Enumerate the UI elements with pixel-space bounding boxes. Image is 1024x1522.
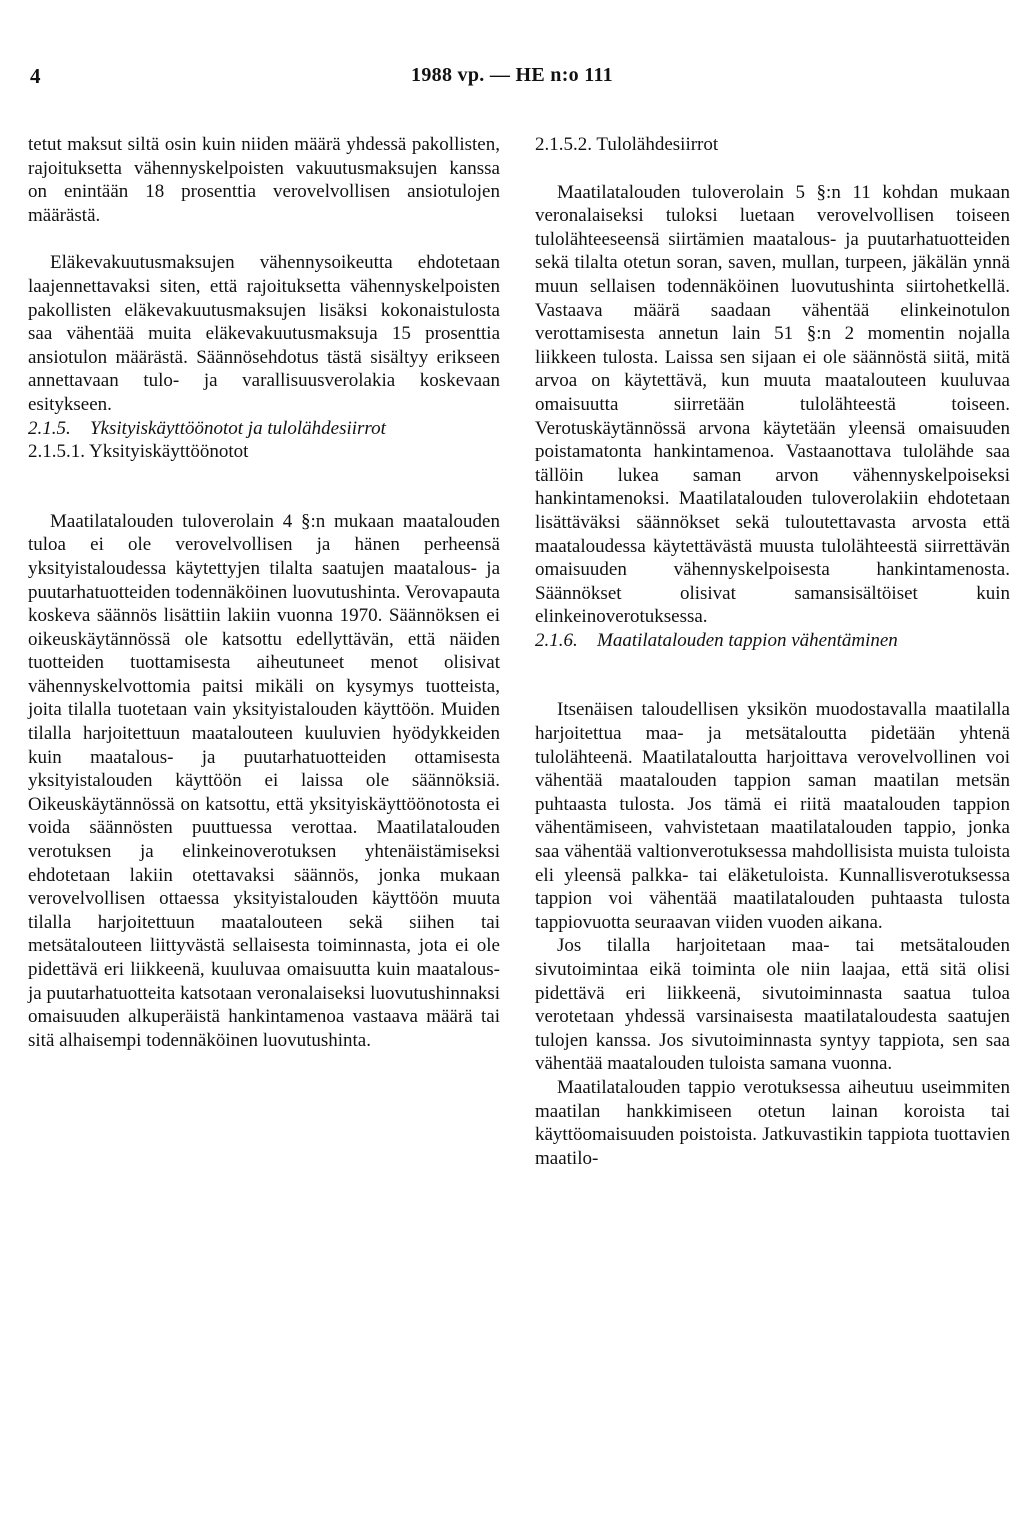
paragraph: Itsenäisen taloudellisen yksikön muodostavalla maatilalla harjoitettua maa- ja metsätaloutta pidetään yhtenä tulolähteenä. Maatilataloutta harjoittava verovelvollinen voi vähentää maatalouden tappion saman maatilan metsän puhtaasta tulosta. Jos tämä ei riitä maatalouden tappion vähentämiseen, vahvistetaan maatilatalouden tappio, jonka saa vähentää valtionverotuksessa mahdollisista muista tuloista eli yleensä palkka- tai eläketuloista. Kunnallisverotuksessa tappion voi vähentää maatilatalouden puhtaasta tulosta tappiovuotta seuraavan viiden vuoden aikana. <box>535 699 1010 933</box>
subsection-heading-2-1-5-1: 2.1.5.1. Yksityiskäyttöönotot <box>28 441 249 463</box>
section-number: 2.1.6. <box>535 629 578 651</box>
right-column <box>535 133 1010 1170</box>
subsection-heading-2-1-5-2: 2.1.5.2. Tulolähdesiirrot <box>535 134 719 155</box>
paragraph: Maatilatalouden tuloverolain 5 §:n 11 kohdan mukaan veronalaiseksi tuloksi luetaan verovelvollisen toiseen tulolähteeseensä siirtämien maatalous- ja puutarhatuotteiden sekä tilalta otetun soran, saven, mullan, turpeen, jäkälän ynnä muun sellaisen todennäköinen luovutushinta siirtohetkellä. Vastaava määrä saadaan vähentää elinkeinotulon verottamisesta annetun lain 51 §:n 2 momentin nojalla liikkeen tulosta. Laissa sen sijaan ei ole säännöstä siitä, mitä arvoa on käytettävä, kun muuta maatalouteen kuuluvaa omaisuutta siirretään tulolähteestä toiseen. Verotuskäytännössä arvona käytetään yleensä omaisuuden poistamatonta hankintamenoa. Vastaanottava tulolähde saa tällöin lukea saman arvon vähennyskelpoiseksi hankintamenoksi. Maatilatalouden tuloverolakiin ehdotetaan lisättäväksi säännökset sekä tuloutettavasta arvosta että maataloudessa käytettävästä muusta tulolähteestä siirrettävän omaisuuden vähennyskelpoisesta hankintamenosta. Säännökset olisivat samansisältöiset kuin elinkeinoverotuksessa. <box>535 181 1010 628</box>
section-title: Maatilatalouden tappion vähentäminen <box>597 629 898 651</box>
paragraph: Eläkevakuutusmaksujen vähennysoikeutta ehdotetaan laajennettavaksi siten, että rajoituksetta vähennyskelpoisten pakollisten eläkevakuutusmaksujen lisäksi kokonaistulosta saa vähentää muita eläkevakuutusmaksuja 15 prosenttia ansiotulon määrästä. Säännösehdotus tästä sisältyy erikseen annettavaan tulo- ja varallisuusverolakia koskevaan esitykseen. <box>28 252 500 415</box>
section-heading-2-1-5 <box>28 417 500 441</box>
section-heading-2-1-6 <box>535 629 1010 653</box>
left-column <box>28 133 500 1052</box>
paragraph: Jos tilalla harjoitetaan maa- tai metsätalouden sivutoimintaa eikä toiminta ole niin laajaa, että sitä olisi pidettävä eri liikkeenä, sivutoiminnasta saatua tuloa verotetaan yhdessä varsinaisesta maatilataloudesta saatujen tulojen kanssa. Jos sivutoiminnasta syntyy tappiota, sen saa vähentää maatalouden tuloista samana vuonna. <box>535 935 1010 1075</box>
running-head: 1988 vp. — HE n:o 111 <box>411 64 613 86</box>
paragraph: Maatilatalouden tuloverolain 4 §:n mukaan maatalouden tuloa ei ole verovelvollisen ja hänen perheensä yksityistaloudessa käytettyjen tilalta saatujen maatalous- ja puutarhatuotteiden todennäköinen luovutushinta. Verovapauta koskeva säännös lisättiin lakiin vuonna 1970. Säännöksen ei oikeuskäytännössä ole katsottu edellyttävän, että näiden tuotteiden tuottamisesta aiheutuneet menot olisivat vähennyskelvottomia paitsi mikäli on kysymys tuotteista, joita tilalla tuotetaan vain yksityistalouden käyttöön. Muiden tilalla harjoitettuun maatalouteen kuuluvien hyödykkeiden kuin maatalous- ja puutarhatuotteiden ottamisesta yksityistalouden käyttöön ei laissa ole säännöksiä. Oikeuskäytännössä on katsottu, että yksityiskäyttöönotosta ei voida säännösten puuttuessa verottaa. Maatilatalouden verotuksen ja elinkeinoverotuksen yhtenäistämiseksi ehdotetaan lakiin otettavaksi säännös, jonka mukaan verovelvollisen ottaessa yksityistalouden käyttöön muuta tilalla harjoitettuun maatalouteen sekä siihen tai metsätalouteen liittyvästä sellaisesta toiminnasta, jota ei ole pidettävä eri liikkeenä, kuuluvaa omaisuutta kuin maatalous- ja puutarhatuotteita katsotaan veronalaiseksi luovutushinnaksi omaisuuden alkuperäistä hankintamenoa vastaava määrä tai sitä alhaisempi todennäköinen luovutushinta. <box>28 510 500 1051</box>
page-number: 4 <box>30 64 41 88</box>
paragraph: Maatilatalouden tappio verotuksessa aiheutuu useimmiten maatilan hankkimiseen otetun lainan koroista tai käyttöomaisuuden poistoista. Jatkuvastikin tappiota tuottavien maatilo- <box>535 1076 1010 1169</box>
paragraph: tetut maksut siltä osin kuin niiden määrä yhdessä pakollisten, rajoituksetta vähennyskelpoisten vakuutusmaksujen kanssa on enintään 18 prosenttia verovelvollisen ansiotulojen määrästä. <box>28 134 500 226</box>
section-number: 2.1.5. <box>28 417 71 439</box>
section-title: Yksityiskäyttöönotot ja tulolähdesiirrot <box>90 417 386 439</box>
